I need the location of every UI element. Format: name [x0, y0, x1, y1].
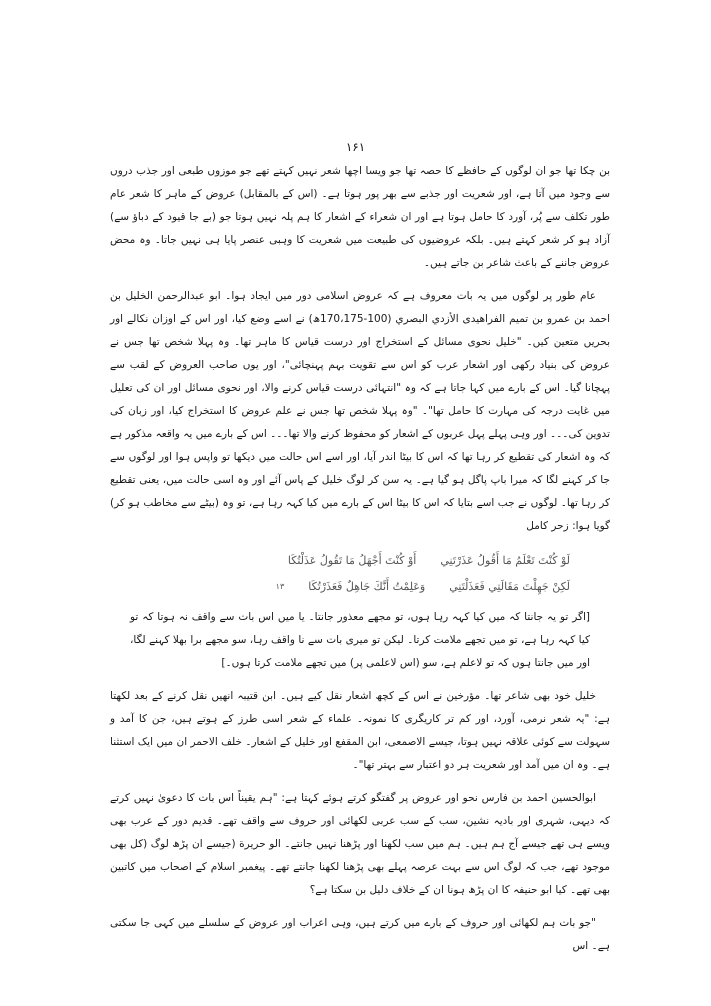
verse-line-1 — [110, 548, 570, 574]
paragraph-4: ابوالحسین احمد بن فارس نحو اور عروض پر گفتگو کرتے ہوئے کہتا ہے: "ہم یقیناً اس بات کا دعویٰ نہیں کرتے کہ دیہی، شہری اور بادیہ نشین، سب کے سب عربی لکھائی اور حروف سے واقف تھے۔ قدیم دور کے عرب بھی ویسے ہی تھے جیسے آج ہم ہیں۔ ہم میں سب لکھنا اور پڑھنا نہیں جانتے۔ الو حریرة (جیسے ان پڑھ لوگ (کل بھی موجود تھے، جب کہ لوگ اس سے بہت عرصہ پہلے بھی پڑھنا لکھنا جانتے تھے۔ پیغمبر اسلام کے اصحاب میں کاتبین بھی تھے۔ کیا ابو حنیفہ کا ان پڑھ ہونا ان کے خلاف دلیل بن سکتا ہے؟ — [110, 792, 610, 896]
body-text — [110, 160, 610, 968]
verse-1-hemistich-2: أَوْ كُنْتَ أَجْهَلُ مَا تَقُولُ عَذَلْتُكَا — [287, 554, 417, 567]
paragraph-3: خلیل خود بھی شاعر تھا۔ مؤرخین نے اس کے کچھ اشعار نقل کیے ہیں۔ ابن قتیبہ انھیں نقل کرنے کے بعد لکھتا ہے: "یہ شعر نرمی، آورد، اور کم تر کاریگری کا نمونہ۔ علماء کے شعر اسی طرز کے ہوتے ہیں، جن کا آمد و سہولت سے کوئی علاقہ نہیں ہوتا، جیسے الاصمعی، ابن المقفع اور خلیل کے اشعار۔ خلف الاحمر ان میں ایک استثنا ہے۔ وہ ان میں آمد اور شعریت ہر دو اعتبار سے بہتر تھا"۔ — [110, 690, 610, 771]
verse-1-hemistich-1: لَوْ كُنْتَ تَعْلَمُ مَا أَقُولُ عَذَرْتَنِي — [440, 554, 570, 567]
verse-2-hemistich-1: لَكِنْ جَهِلْتَ مَقَالَتِي فَعَذَلْتَنِي — [449, 580, 570, 593]
arabic-verses — [110, 548, 610, 600]
verse-translation: [اگر تو یہ جانتا کہ میں کیا کہہ رہا ہوں، تو مجھے معذور جانتا۔ یا میں اس بات سے واقف نہ ہوتا کہ تو کیا کہہ رہا ہے، تو میں تجھے ملامت کرتا۔ لیکن تو میری بات سے نا واقف رہا، سو مجھے برا بھلا کہنے لگا، اور میں جانتا ہوں کہ تو لاعلم ہے، سو (اس لاعلمی پر) میں تجھے ملامت کرتا ہوں۔] — [130, 611, 590, 669]
paragraph-5: "جو بات ہم لکھائی اور حروف کے بارے میں کرتے ہیں، وہی اعراب اور عروض کے سلسلے میں کہی جا سکتی ہے۔ اس — [110, 917, 610, 952]
paragraph-1: بن چکا تھا جو ان لوگوں کے حافظے کا حصہ تھا جو ویسا اچھا شعر نہیں کہتے تھے جو موزوں طبعی اور جذب دروں سے وجود میں آتا ہے، اور شعریت اور جذبے سے بھر پور ہوتا ہے۔ (اس کے بالمقابل) عروض کے ماہر کا شعر عام طور تکلف سے پُر، آورد کا حامل ہوتا ہے اور ان شعراء کے اشعار کا ہم پلہ نہیں ہوتا جو (بے جا قیود کے دباؤ سے) آزاد ہو کر شعر کہتے ہیں۔ بلکہ عروضیوں کی طبیعت میں شعریت کا وہبی عنصر پایا ہی نہیں جاتا۔ وہ محض عروض جاننے کے باعث شاعر بن جاتے ہیں۔ — [110, 165, 610, 269]
verse-line-2 — [110, 574, 570, 600]
verse-footnote-marker: ۱۳ — [275, 582, 285, 591]
page-number: ۱۶۱ — [345, 140, 366, 154]
paragraph-2: عام طور پر لوگوں میں یہ بات معروف ہے کہ عروض اسلامی دور میں ایجاد ہوا۔ ابو عبدالرحمن الخلیل بن احمد بن عمرو بن تمیم الفراهیدی الأزدي البصري (100-170،175ھ) نے اسے وضع کیا، اور اس کے اوزان نکالے اور بحریں متعین کیں۔ "خلیل نحوی مسائل کے استخراج اور درست قیاس کا ماہر تھا۔ وہ پہلا شخص تھا جس نے عروض کی بنیاد رکھی اور اشعار عرب کو اس سے تقویت بہم پہنچائی"، اور یوں صاحب العروض کے لقب سے پہچانا گیا۔ اس کے بارے میں کہا جاتا ہے کہ وہ "انتہائی درست قیاس کرنے والا، اور نحوی مسائل اور ان کی تعلیل میں غایت درجہ کی مہارت کا حامل تھا"۔ "وہ پہلا شخص تھا جس نے علم عروض کا استخراج کیا، اور زبان کی تدوین کی۔۔۔ اور وہی پہلے پہل عربوں کے اشعار کو محفوظ کرنے والا تھا۔۔۔ اس کے بارے میں یہ واقعہ مذکور ہے کہ وہ اشعار کی تقطیع کر رہا تھا کہ اس کا بیٹا اندر آیا، اور اسے اس حالت میں دیکھا تو واپس ہوا اور لوگوں سے جا کر کہنے لگا کہ میرا باپ پاگل ہو گیا ہے۔ یہ سن کر لوگ خلیل کے پاس آئے اور وہ اسی حالت میں، یعنی تقطیع کر رہا تھا۔ لوگوں نے جب اسے بتایا کہ اس کا بیٹا اس کے بارے میں کیا کہہ رہا ہے، تو وہ (بیٹے سے مخاطب ہو کر) گویا ہوا: زحر کامل — [110, 290, 610, 532]
verse-2-hemistich-2: وَعَلِمْتُ أَنَّكَ جَاهِلٌ فَعَذَرْتُكَا — [308, 580, 426, 593]
